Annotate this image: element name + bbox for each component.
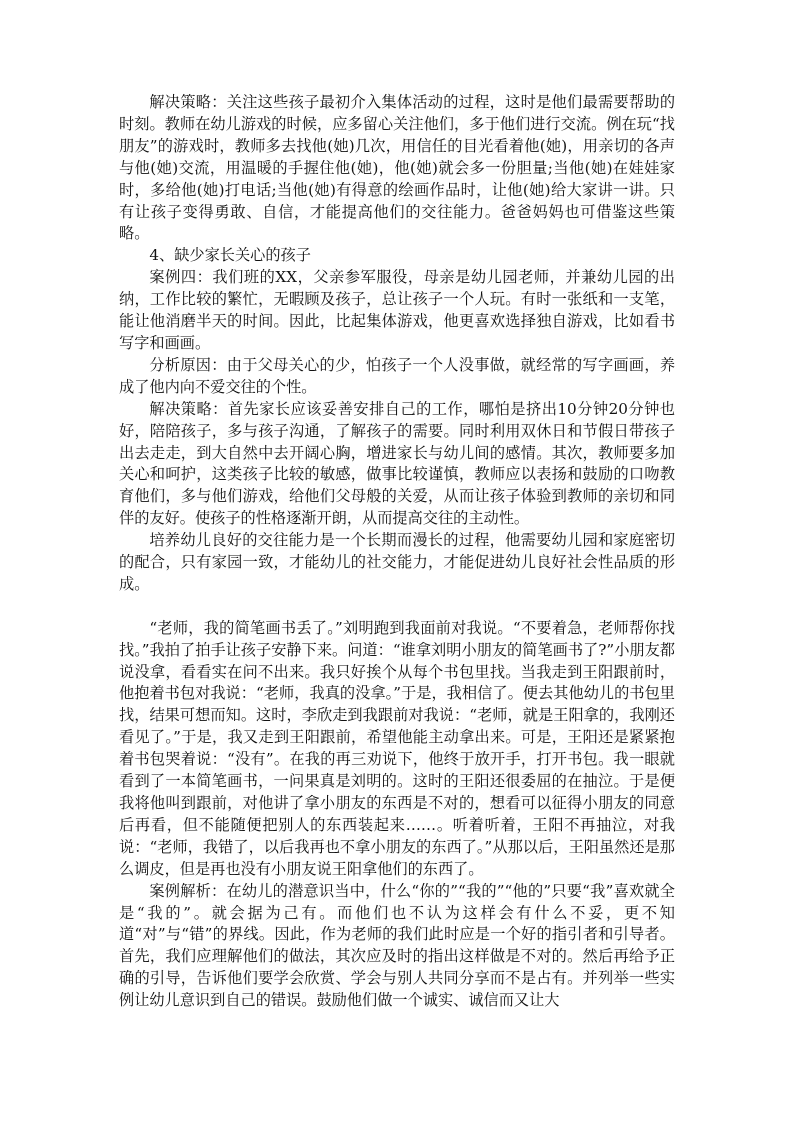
paragraph-case-analysis: 案例解析：在幼儿的潜意识当中，什么“你的”“我的”“他的”只要“我”喜欢就全是“我的”。就会据为己有。而他们也不认为这样会有什么不妥，更不知道“对”与“错”的界线。因此，作为老师的我们此时应是一个好的指引者和引导者。首先，我们应理解他们的做法，其次应及时的指出这样做是不对的。然后再给予正确的引导，告诉他们要学会欣赏、学会与别人共同分享而不是占有。并列举一些实例让幼儿意识到自己的错误。鼓励他们做一个诚实、诚信而又让大 xyxy=(119,881,675,1010)
paragraph-case-4: 案例四：我们班的XX，父亲参军服役，母亲是幼儿园老师，并兼幼儿园的出纳，工作比较的繁忙，无暇顾及孩子，总让孩子一个人玩。有时一张纸和一支笔，能让他消磨半天的时间。因此，比起集体游戏，他更喜欢选择独自游戏，比如看书写字和画画。 xyxy=(119,268,675,352)
paragraph-conclusion: 培养幼儿良好的交往能力是一个长期而漫长的过程，他需要幼儿园和家庭密切的配合，只有家园一致，才能幼儿的社交能力，才能促进幼儿良好社会性品质的形成。 xyxy=(119,531,675,593)
document-page xyxy=(119,92,675,1012)
blank-line xyxy=(119,596,675,618)
paragraph-story: “老师，我的简笔画书丢了。”刘明跑到我面前对我说。“不要着急，老师帮你找找。”我拍了拍手让孩子安静下来。问道：“谁拿刘明小朋友的简笔画书了?”小朋友都说没拿，看看实在问不出来。我只好挨个从每个书包里找。当我走到王阳跟前时，他抱着书包对我说：“老师，我真的没拿。”于是，我相信了。便去其他幼儿的书包里找，结果可想而知。这时，李欣走到我跟前对我说：“老师，就是王阳拿的，我刚还看见了。”于是，我又走到王阳跟前，希望他能主动拿出来。可是，王阳还是紧紧抱着书包哭着说：“没有”。在我的再三劝说下，他终于放开手，打开书包。我一眼就看到了一本简笔画书，一问果真是刘明的。这时的王阳还很委屈的在抽泣。于是便我将他叫到跟前，对他讲了拿小朋友的东西是不对的，想看可以征得小朋友的同意后再看，但不能随便把别人的东西装起来……。听着听着，王阳不再抽泣，对我说：“老师，我错了，以后我再也不拿小朋友的东西了。”从那以后，王阳虽然还是那么调皮，但是再也没有小朋友说王阳拿他们的东西了。 xyxy=(119,618,675,878)
paragraph-analysis: 分析原因：由于父母关心的少，怕孩子一个人没事做，就经常的写字画画，养成了他内向不爱交往的个性。 xyxy=(119,355,675,396)
paragraph-strategy-3: 解决策略：关注这些孩子最初介入集体活动的过程，这时是他们最需要帮助的时刻。教师在幼儿游戏的时候，应多留心关注他们，多于他们进行交流。例在玩“找朋友”的游戏时，教师多去找他(她)几次，用信任的目光看着他(她)，用亲切的各声与他(她)交流，用温暖的手握住他(她)，他(她)就会多一份胆量;当他(她)在娃娃家时，多给他(她)打电话;当他(她)有得意的绘画作品时，让他(她)给大家讲一讲。只有让孩子变得勇敢、自信，才能提高他们的交往能力。爸爸妈妈也可借鉴这些策略。 xyxy=(119,93,675,243)
section-heading-4: 4、缺少家长关心的孩子 xyxy=(149,246,311,265)
paragraph-strategy-4: 解决策略：首先家长应该妥善安排自己的工作，哪怕是挤出10分钟20分钟也好，陪陪孩子，多与孩子沟通，了解孩子的需要。同时利用双休日和节假日带孩子出去走走，到大自然中去开阔心胸，增进家长与幼儿间的感情。其次，教师要多加关心和呵护，这类孩子比较的敏感，做事比较谨慎，教师应以表扬和鼓励的口吻教育他们，多与他们游戏，给他们父母般的关爱，从而让孩子体验到教师的亲切和同伴的友好。使孩子的性格逐渐开朗，从而提高交往的主动性。 xyxy=(119,399,675,528)
